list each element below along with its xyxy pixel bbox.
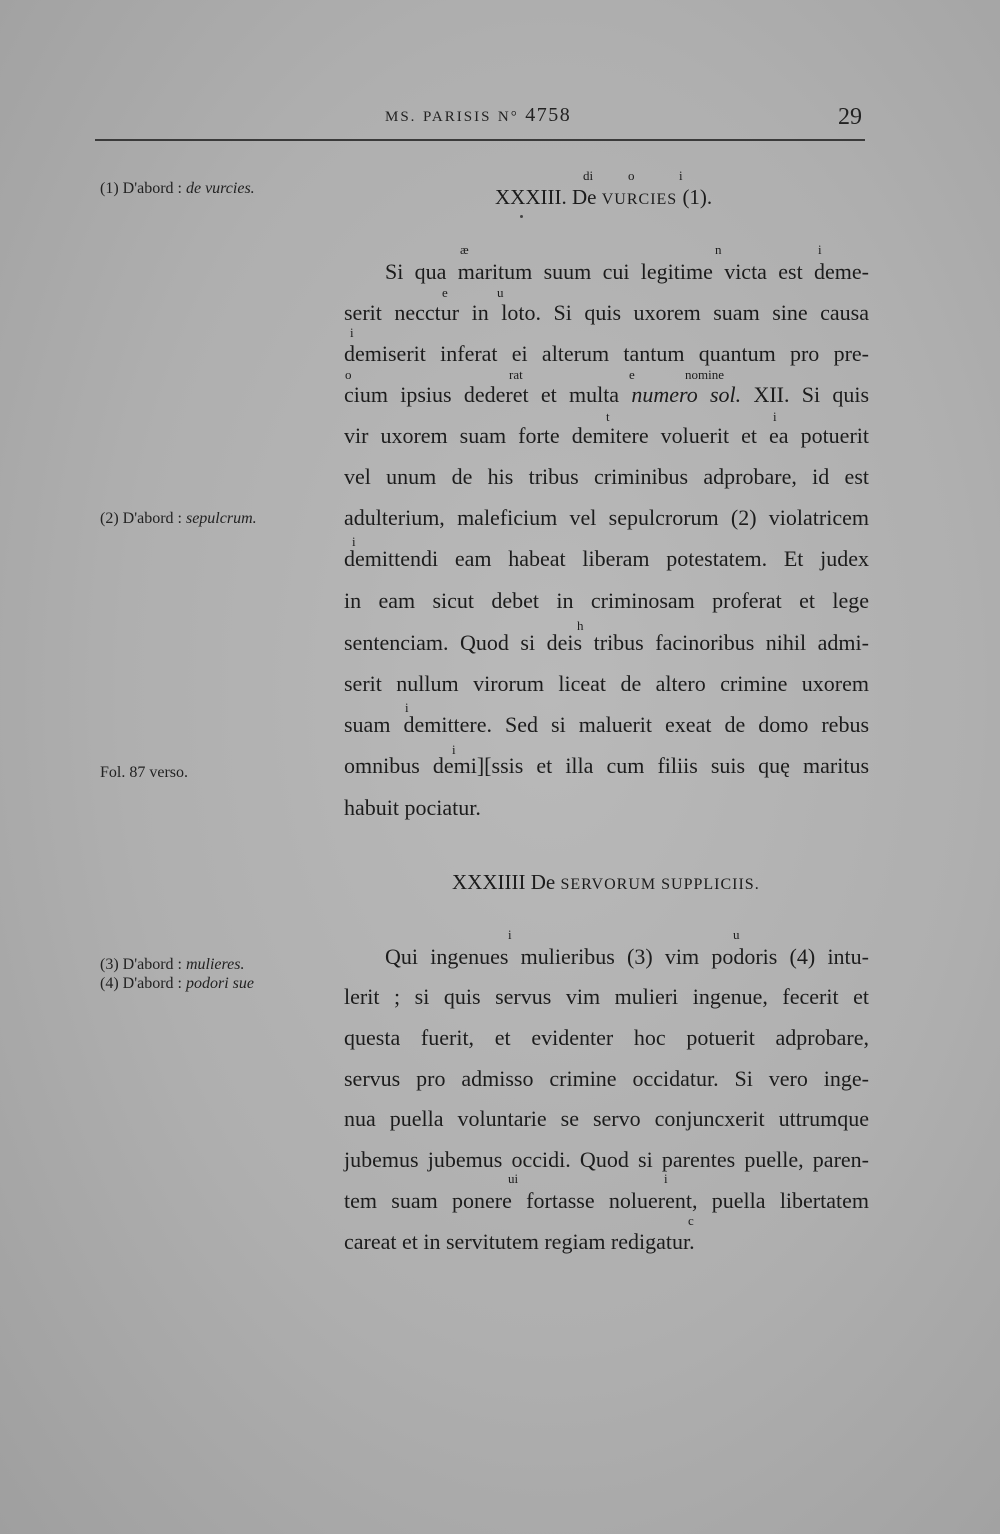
header-ms-number: 4758: [525, 104, 572, 126]
folio-note: Fol. 87 verso.: [100, 764, 188, 781]
note-3-prefix: (3) D'abord :: [100, 956, 186, 973]
interlinear-correction: t: [606, 409, 610, 424]
heading-title: VURCIES: [601, 191, 678, 208]
header-parisis-label: PARISIS: [422, 109, 492, 125]
text-line: tem suam ponere fortasse noluerent, puella libertatem: [344, 1188, 869, 1213]
text-line: careat et in servitutem regiam redigatur.: [344, 1229, 695, 1254]
header-ms-label: MS.: [385, 109, 417, 125]
text-line: Si qua maritum suum cui legitime victa est deme-: [385, 259, 869, 284]
interlinear-correction: nomine: [685, 367, 724, 382]
text-line: vel unum de his tribus criminibus adprobare, id est: [344, 464, 869, 489]
header-number-sign: N°: [497, 109, 519, 125]
interlinear-correction: c: [688, 1213, 694, 1228]
heading-title: SERVORUM SUPPLICIIS.: [560, 876, 760, 893]
interlinear-correction: i: [405, 700, 409, 715]
note-4-variant: podori sue: [185, 975, 254, 992]
note-2-variant: sepulcrum.: [185, 510, 257, 527]
title-superscript: di: [583, 168, 594, 183]
section-heading-xxxiiii: [452, 870, 760, 895]
interlinear-correction: i: [350, 325, 354, 340]
heading-note-ref: (1).: [682, 185, 713, 209]
interlinear-correction: i: [664, 1171, 668, 1186]
text-line: demiserit inferat ei alterum tantum quantum pro pre-: [344, 341, 869, 366]
text-line: habuit pociatur.: [344, 795, 481, 820]
text-line: sentenciam. Quod si deis tribus facinoribus nihil admi-: [344, 630, 869, 655]
interlinear-correction: n: [715, 242, 722, 257]
title-superscript: i: [679, 168, 683, 183]
ink-dot: [520, 215, 523, 218]
text-line: questa fuerit, et evidenter hoc potuerit adprobare,: [344, 1025, 869, 1050]
text-line: servus pro admisso crimine occidatur. Si vero inge-: [344, 1066, 869, 1091]
text-line: [344, 382, 869, 408]
note-2-prefix: (2) D'abord :: [100, 510, 186, 527]
text-line-start: cium ipsius dederet et multa: [344, 382, 620, 407]
text-line: serit nullum virorum liceat de altero crimine uxorem: [344, 671, 869, 696]
margin-note-3: [100, 956, 244, 974]
note-3-variant: mulieres.: [185, 956, 245, 973]
text-line: in eam sicut debet in criminosam proferat et lege: [344, 588, 869, 613]
text-line: nua puella voluntarie se servo conjuncxerit uttrumque: [344, 1106, 869, 1131]
note-4-prefix: (4) D'abord :: [100, 975, 186, 992]
note-1-prefix: (1) D'abord :: [100, 180, 186, 197]
margin-note-2: [100, 510, 257, 528]
interlinear-correction: e: [629, 367, 635, 382]
interlinear-correction: rat: [509, 367, 523, 382]
section-heading-xxxiii: [495, 185, 712, 210]
running-header: [385, 104, 571, 127]
interlinear-correction: e: [442, 285, 448, 300]
text-line: omnibus demi][ssis et illa cum filiis suis quę maritus: [344, 753, 869, 778]
interlinear-correction: h: [577, 618, 584, 633]
interlinear-correction: u: [497, 285, 504, 300]
text-line: suam demittere. Sed si maluerit exeat de domo rebus: [344, 712, 869, 737]
text-line: adulterium, maleficium vel sepulcrorum (2) violatricem: [344, 505, 869, 530]
text-line-end: XII. Si quis: [753, 382, 870, 407]
interlinear-correction: æ: [460, 242, 469, 257]
title-superscript: o: [628, 168, 635, 183]
heading-number: XXXIIII: [452, 870, 526, 894]
page-number: 29: [838, 104, 862, 130]
interlinear-correction: i: [508, 927, 512, 942]
interlinear-correction: o: [345, 367, 352, 382]
heading-de: De: [530, 870, 556, 894]
text-line: serit necctur in loto. Si quis uxorem suam sine causa: [344, 300, 869, 325]
text-line-italic: numero sol.: [631, 382, 742, 407]
margin-note-1: [100, 180, 255, 198]
text-line: Qui ingenues mulieribus (3) vim podoris (4) intu-: [385, 944, 869, 969]
text-line: demittendi eam habeat liberam potestatem. Et judex: [344, 546, 869, 571]
heading-number: XXXIII.: [495, 185, 567, 209]
margin-note-4: [100, 975, 254, 993]
interlinear-correction: i: [773, 409, 777, 424]
text-line: lerit ; si quis servus vim mulieri ingenue, fecerit et: [344, 984, 869, 1009]
interlinear-correction: i: [452, 742, 456, 757]
heading-de: De: [571, 185, 597, 209]
interlinear-correction: u: [733, 927, 740, 942]
interlinear-correction: ui: [508, 1171, 519, 1186]
text-line: jubemus jubemus occidi. Quod si parentes puelle, paren-: [344, 1147, 869, 1172]
text-line: vir uxorem suam forte demitere voluerit et ea potuerit: [344, 423, 869, 448]
header-rule: [95, 139, 865, 141]
interlinear-correction: i: [818, 242, 822, 257]
interlinear-correction: i: [352, 534, 356, 549]
note-1-variant: de vurcies.: [185, 180, 255, 197]
